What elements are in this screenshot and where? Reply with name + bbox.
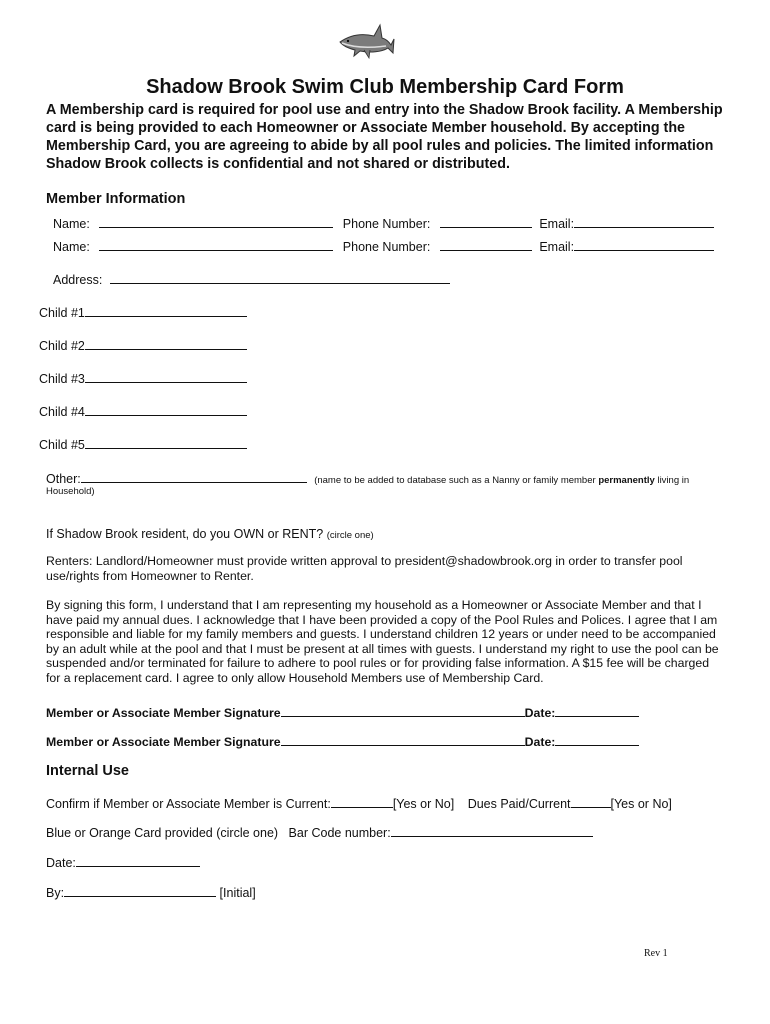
name-label: Name: — [53, 240, 90, 254]
confirm-row: Confirm if Member or Associate Member is Current: [Yes or No] Dues Paid/Current [Yes or No] — [46, 797, 672, 811]
revision-label: Rev 1 — [644, 948, 668, 959]
address-label: Address: — [53, 273, 103, 287]
address-row — [53, 271, 450, 287]
name-row-1 — [53, 215, 714, 231]
confirm-field[interactable] — [331, 795, 393, 808]
dues-field[interactable] — [571, 795, 611, 808]
phone-field-1[interactable] — [440, 215, 532, 228]
child-field-1[interactable] — [85, 304, 247, 317]
internal-date-field[interactable] — [76, 854, 200, 867]
name-row-2 — [53, 238, 714, 254]
child-field-3[interactable] — [85, 370, 247, 383]
child-label: Child #1 — [39, 306, 85, 320]
other-row — [46, 470, 689, 488]
phone-label: Phone Number: — [342, 217, 431, 231]
address-field[interactable] — [110, 271, 450, 284]
child-field-5[interactable] — [85, 436, 247, 449]
child-field-4[interactable] — [85, 403, 247, 416]
other-note-cont: Household) — [46, 486, 95, 497]
phone-field-2[interactable] — [440, 238, 532, 251]
circle-note: (circle one) — [326, 530, 374, 541]
signature-field-1[interactable] — [281, 704, 525, 717]
child-label: Child #5 — [39, 438, 85, 452]
child-row-5 — [39, 436, 247, 452]
name-label: Name: — [53, 217, 90, 231]
phone-label: Phone Number: — [342, 240, 431, 254]
signature-row-1: Member or Associate Member Signature Date: — [46, 704, 639, 720]
agreement-text: By signing this form, I understand that I am representing my household as a Homeowner or Associate Member and that I have paid my annual dues. I acknowledge that I have been provided a copy of the Pool Rules and Polices. I agree that I am responsible and liable for my family members and guests. I understand children 12 years or under need to be accompanied by an adult while at the pool and that I must be present at all times with guests. I understand my right to use the pool can be suspended and/or terminated for failure to adhere to pool rules or for providing false information. A $15 fee will be charged for a replacement card. I agree to only allow Household Members use of Membership Card. — [46, 598, 719, 685]
child-label: Child #4 — [39, 405, 85, 419]
date-field-2[interactable] — [555, 733, 639, 746]
email-field-2[interactable] — [574, 238, 714, 251]
shark-logo-icon — [336, 20, 396, 66]
member-info-heading: Member Information — [46, 191, 186, 207]
card-row: Blue or Orange Card provided (circle one) Bar Code number: — [46, 824, 593, 840]
date-field-1[interactable] — [555, 704, 639, 717]
email-label: Email: — [539, 240, 575, 254]
email-field-1[interactable] — [574, 215, 714, 228]
barcode-field[interactable] — [391, 824, 593, 837]
child-row-4 — [39, 403, 247, 419]
name-field-1[interactable] — [99, 215, 333, 228]
child-row-3 — [39, 370, 247, 386]
signature-row-2: Member or Associate Member Signature Date: — [46, 733, 639, 749]
internal-date-row: Date: — [46, 854, 200, 870]
signature-field-2[interactable] — [281, 733, 525, 746]
child-field-2[interactable] — [85, 337, 247, 350]
by-field[interactable] — [64, 884, 216, 897]
by-row: By: [Initial] — [46, 886, 256, 900]
child-label: Child #3 — [39, 372, 85, 386]
child-label: Child #2 — [39, 339, 85, 353]
child-row-1 — [39, 304, 247, 320]
intro-text: A Membership card is required for pool use and entry into the Shadow Brook facility. A Membership card is being provided to each Homeowner or Associate Member household. By accepting the Membership Card, you are agreeing to abide by all pool rules and policies. The limited information Shadow Brook collects is confidential and not shared or distributed. — [46, 102, 723, 172]
own-rent-question: If Shadow Brook resident, do you OWN or RENT? (circle one) — [46, 527, 374, 541]
other-label: Other: — [46, 472, 81, 486]
email-label: Email: — [539, 217, 575, 231]
internal-use-heading: Internal Use — [46, 763, 129, 779]
other-field[interactable] — [81, 470, 307, 483]
page-title: Shadow Brook Swim Club Membership Card Form — [146, 76, 624, 98]
renters-text: Renters: Landlord/Homeowner must provide written approval to president@shadowbrook.org in order to transfer pool use/rights from Homeowner to Renter. — [46, 554, 683, 583]
child-row-2 — [39, 337, 247, 353]
other-note: (name to be added to database such as a Nanny or family member permanently living in — [314, 475, 690, 486]
name-field-2[interactable] — [99, 238, 333, 251]
